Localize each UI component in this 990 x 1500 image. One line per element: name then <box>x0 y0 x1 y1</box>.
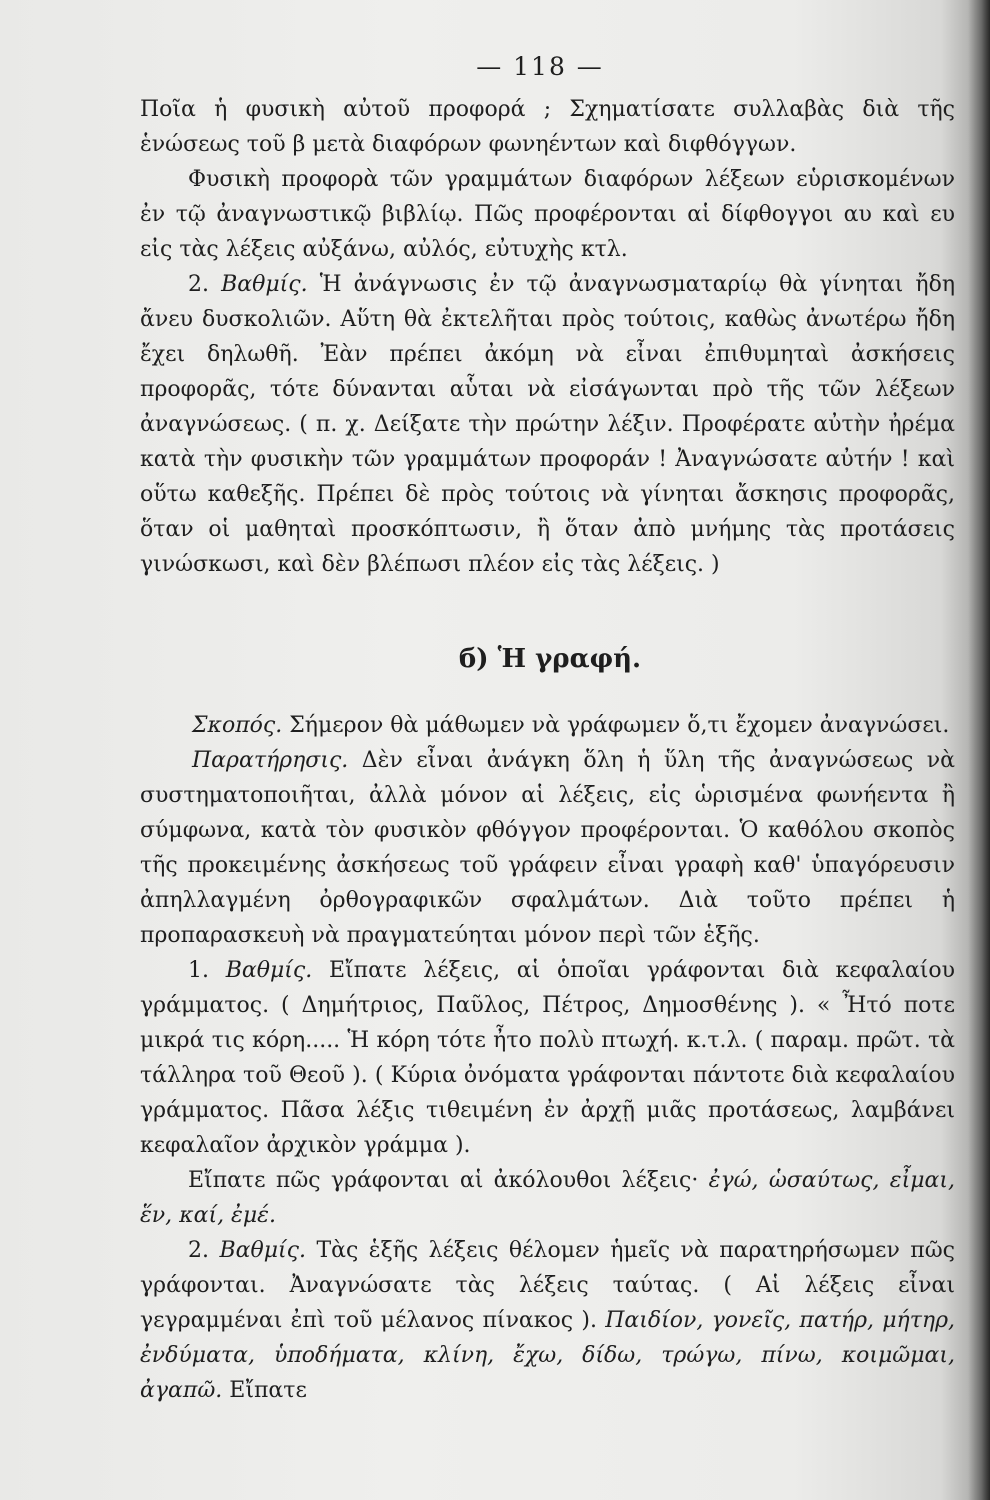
paragraph-paratirisis <box>140 743 955 953</box>
grade-2-number: 2. <box>188 1238 209 1263</box>
grade-number: 2. <box>188 272 209 297</box>
skopos-label: Σκοπός. <box>192 713 283 738</box>
grade-1-label: Βαθμίς. <box>225 958 313 983</box>
grade-1-text: Εἴπατε λέξεις, αἱ ὁποῖαι γράφονται διὰ κεφαλαίου γράμματος. ( Δημήτριος, Παῦλος, Πέτρος, Δημοσθένης ). « Ἦτό ποτε μικρά τις κόρη..... Ἡ κόρη τότε ἦτο πολὺ πτωχή. κ.τ.λ. ( παραμ. πρῶτ. τὰ τάλληρα τοῦ Θεοῦ ). ( Κύρια ὀνόματα γράφονται πάντοτε διὰ κεφαλαίου γράμματος. Πᾶσα λέξις τιθειμένη ἐν ἀρχῇ μιᾶς προτάσεως, λαμβάνει κεφαλαῖον ἀρχικὸν γράμμα ). <box>140 958 956 1158</box>
section-a-text <box>140 92 955 582</box>
paragraph-skopos <box>140 708 955 743</box>
paragraph-grade-1 <box>140 953 955 1163</box>
section-b-text <box>140 708 955 1408</box>
grade-1-number: 1. <box>188 958 209 983</box>
grade-2-end: Εἴπατε <box>229 1378 307 1403</box>
paratirisis-label: Παρατήρησις. <box>192 748 349 773</box>
paragraph-pronunciation-question: Ποῖα ἡ φυσικὴ αὐτοῦ προφορά ; Σχηματίσατε συλλαβὰς διὰ τῆς ἑνώσεως τοῦ β μετὰ διαφόρων φωνηέντων καὶ διφθόγγων. <box>140 97 955 157</box>
paragraph-grade-2-reading <box>140 267 955 582</box>
eipate-text: Εἴπατε πῶς γράφονται αἱ ἀκόλουθοι λέξεις· <box>188 1168 699 1193</box>
page-number: — 118 — <box>476 52 604 81</box>
paragraph-eipate <box>140 1163 955 1233</box>
grade-2-words: Παιδίον, γονεῖς, πατήρ, μήτηρ, ἐνδύματα, ὑποδήματα, κλίνη, ἔχω, δίδω, τρώγω, πίνω, κοιμῶμαι, ἀγαπῶ. <box>140 1308 956 1403</box>
grade-2-text: Τὰς ἑξῆς λέξεις θέλομεν ἡμεῖς νὰ παρατηρήσωμεν πῶς γράφονται. Ἀναγνώσατε τὰς λέξεις ταύτας. ( Αἱ λέξεις εἶναι γεγραμμέναι ἐπὶ τοῦ μέλανος πίνακος ). <box>140 1238 956 1333</box>
grade-text: Ἡ ἀνάγνωσις ἐν τῷ ἀναγνωσματαρίῳ θὰ γίνηται ἤδη ἄνευ δυσκολιῶν. Αὕτη θὰ ἐκτελῆται πρὸς τούτοις, καθὼς ἀνωτέρω ἤδη ἔχει δηλωθῆ. Ἐὰν πρέπει ἀκόμη νὰ εἶναι ἐπιθυμηταὶ ἀσκήσεις προφορᾶς, τότε δύνανται αὗται νὰ εἰσάγωνται πρὸ τῆς τῶν λέξεων ἀναγνώσεως. ( π. χ. Δείξατε τὴν πρώτην λέξιν. Προφέρατε αὐτὴν ἠρέμα κατὰ τὴν φυσικὴν τῶν γραμμάτων προφοράν ! Ἀναγνώσατε αὐτήν ! καὶ οὕτω καθεξῆς. Πρέπει δὲ πρὸς τούτοις νὰ γίνηται ἄσκησις προφορᾶς, ὅταν οἱ μαθηταὶ προσκόπτωσιν, ἢ ὅταν ἀπὸ μνήμης τὰς προτάσεις γινώσκωσι, καὶ δὲν βλέπωσι πλέον εἰς τὰς λέξεις. ) <box>140 272 955 577</box>
eipate-words: ἐγώ, ὡσαύτως, εἶμαι, ἕν, καί, ἐμέ. <box>140 1168 955 1228</box>
grade-label: Βαθμίς. <box>221 272 308 297</box>
skopos-text: Σήμερον θὰ μάθωμεν νὰ γράφωμεν ὅ,τι ἔχομεν ἀναγνώσει. <box>289 713 950 738</box>
paragraph-natural-pronunciation: Φυσικὴ προφορὰ τῶν γραμμάτων διαφόρων λέξεων εὑρισκομένων ἐν τῷ ἀναγνωστικῷ βιβλίῳ. Πῶς προφέρονται αἱ δίφθογγοι αυ καὶ ευ εἰς τὰς λέξεις αὐξάνω, αὐλός, εὐτυχὴς κτλ. <box>140 167 955 262</box>
book-spine-shadow <box>968 0 990 1500</box>
paragraph-grade-2 <box>140 1233 955 1408</box>
grade-2-label: Βαθμίς. <box>219 1238 306 1263</box>
paratirisis-text: Δὲν εἶναι ἀνάγκη ὅλη ἡ ὕλη τῆς ἀναγνώσεως νὰ συστηματοποιῆται, ἀλλὰ μόνον αἱ λέξεις, εἰς ὡρισμένα φωνήεντα ἢ σύμφωνα, κατὰ τὸν φυσικὸν φθόγγον προφέρονται. Ὁ καθόλου σκοπὸς τῆς προκειμένης ἀσκήσεως τοῦ γράφειν εἶναι γραφὴ καθ' ὑπαγόρευσιν ἀπηλλαγμένη ὀρθογραφικῶν σφαλμάτων. Διὰ τοῦτο πρέπει ἡ προπαρασκευὴ νὰ πραγματεύηται μόνον περὶ τῶν ἑξῆς. <box>140 748 955 948</box>
section-heading-writing: б) Ἡ γραφή. <box>458 644 642 674</box>
